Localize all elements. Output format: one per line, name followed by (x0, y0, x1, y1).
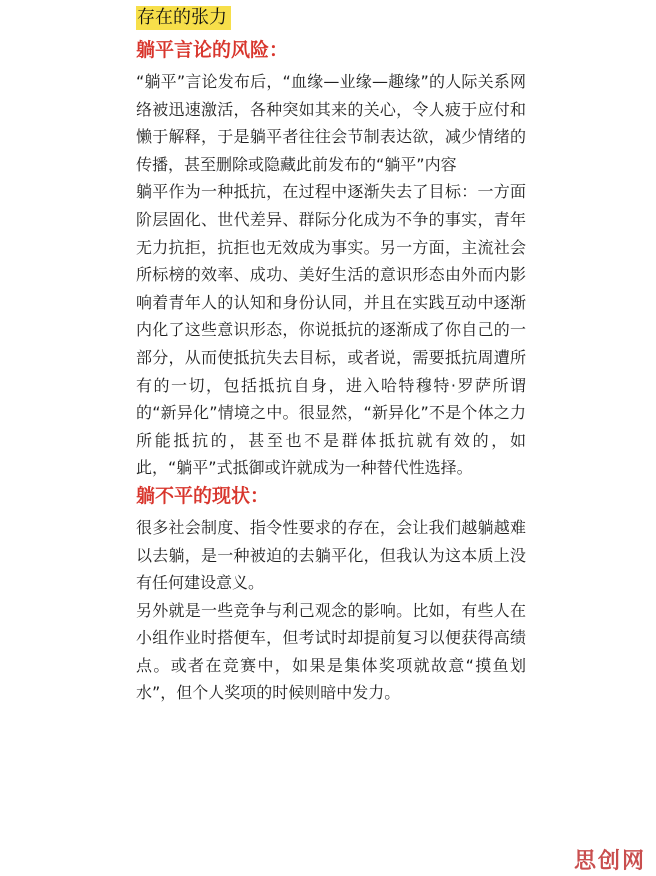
section-heading-risk: 躺平言论的风险： (136, 39, 289, 61)
page-title: 存在的张力 (136, 6, 231, 30)
paragraph-risk-1: “躺平”言论发布后，“血缘—业缘—趣缘”的人际关系网络被迅速激活，各种突如其来的关心，令人疲于应付和懒于解释，于是躺平者往往会节制表达欲，减少情绪的传播，甚至删除或隐藏此前发布的“躺平”内容 (136, 72, 526, 174)
section-heading-status: 躺不平的现状： (136, 484, 270, 507)
paragraph-status-1: 很多社会制度、指令性要求的存在，会让我们越躺越难以去躺，是一种被迫的去躺平化，但我认为这本质上没有任何建设意义。 (136, 517, 526, 593)
paragraph-status-2: 另外就是一些竞争与利己观念的影响。比如，有些人在小组作业时搭便车，但考试时却提前复习以便获得高绩点。或者在竞赛中，如果是集体奖项就故意“摸鱼划水”，但个人奖项的时候则暗中发力。 (136, 600, 526, 703)
paragraph-risk-2: 躺平作为一种抵抗，在过程中逐渐失去了目标：一方面阶层固化、世代差异、群际分化成为不争的事实，青年无力抗拒，抗拒也无效成为事实。另一方面，主流社会所标榜的效率、成功、美好生活的意识形态由外而内影响着青年人的认知和身份认同，并且在实践互动中逐渐内化了这些意识形态，你说抵抗的逐渐成了你自己的一部分，从而使抵抗失去目标，或者说，需要抵抗周遭所有的一切，包括抵抗自身，进入哈特穆特·罗萨所谓的“新异化”情境之中。很显然，“新异化”不是个体之力所能抵抗的，甚至也不是群体抵抗就有效的，如此，“躺平”式抵御或许就成为一种替代性选择。 (136, 182, 526, 478)
site-watermark (568, 844, 652, 874)
watermark-text: 思创网 (573, 848, 646, 874)
article-content (136, 6, 526, 707)
